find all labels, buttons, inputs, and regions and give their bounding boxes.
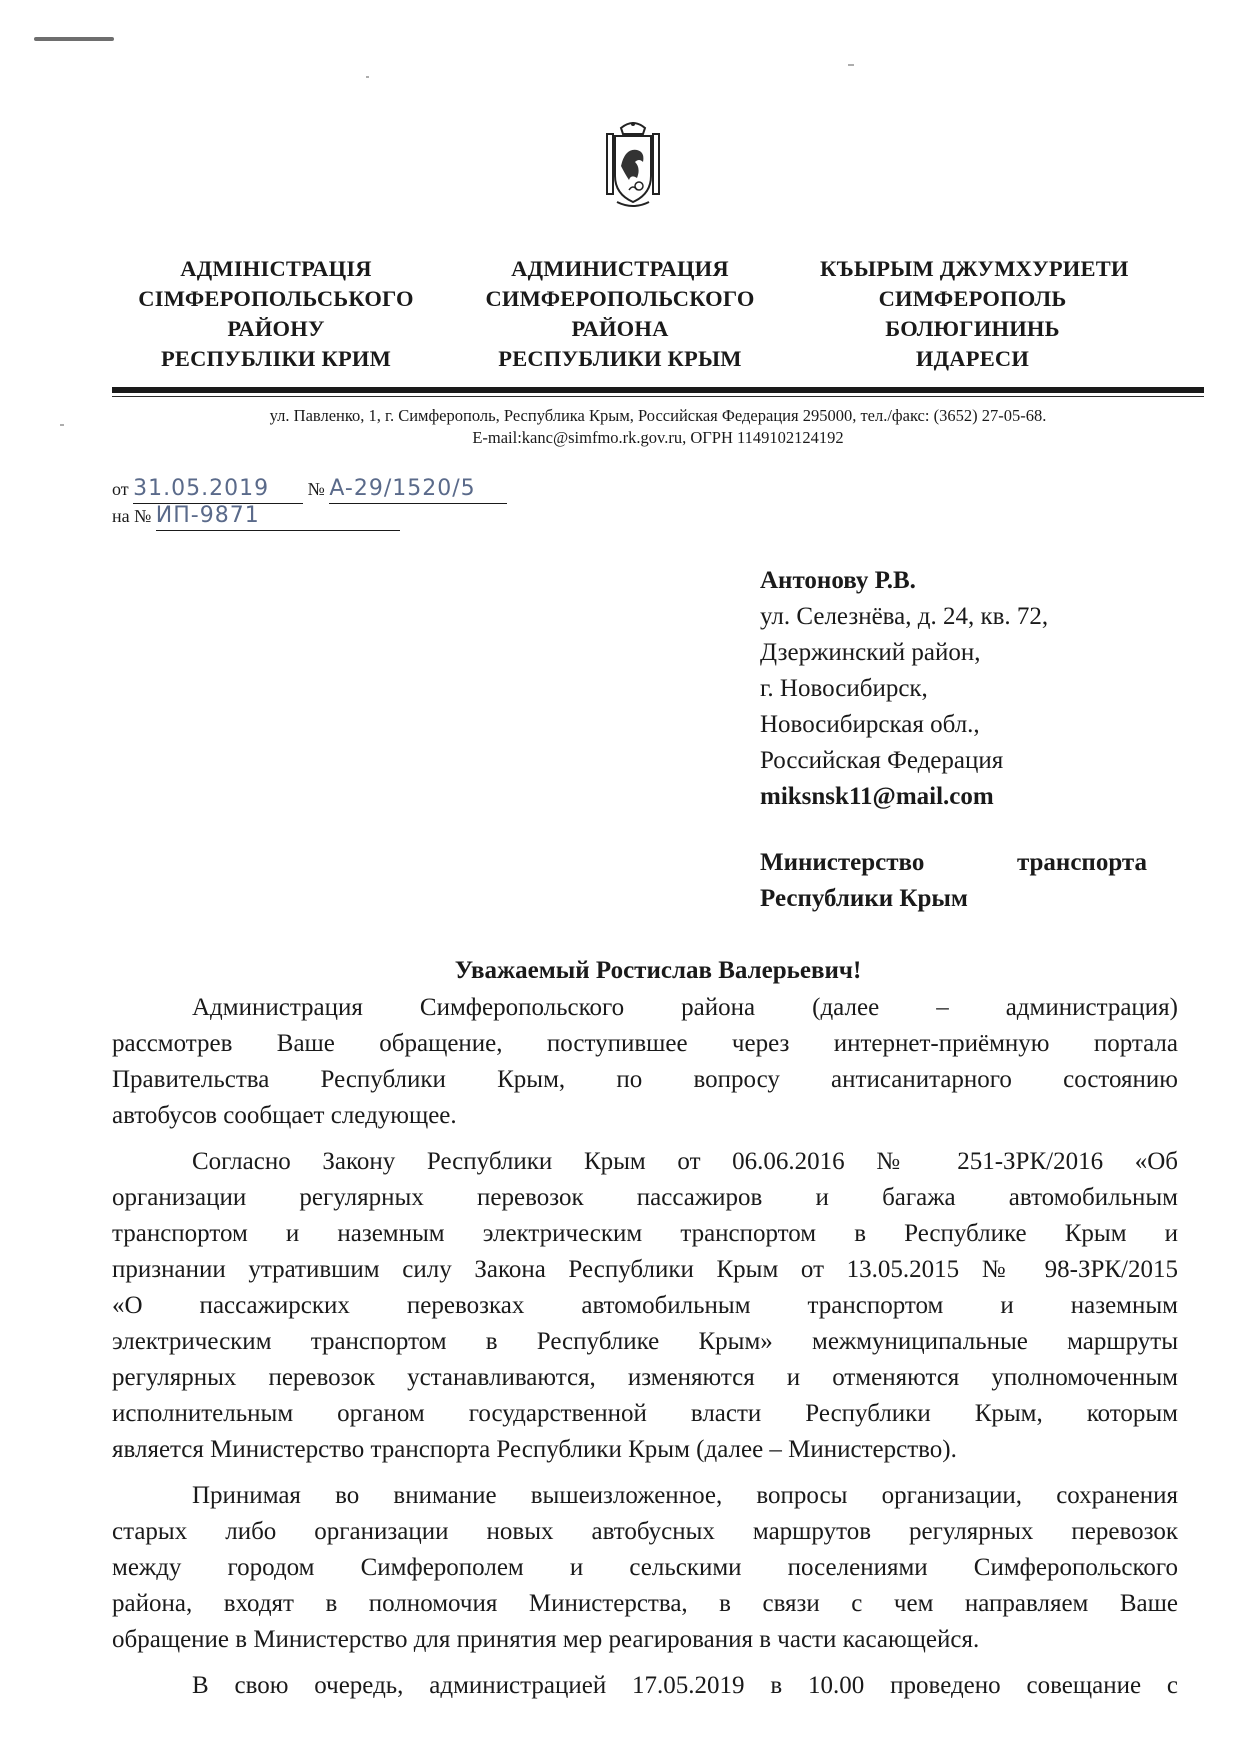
reply-field [156, 502, 400, 531]
addressee-line: ул. Селезнёва, д. 24, кв. 72, [760, 603, 1049, 630]
ministry-line: Республики Крым [760, 885, 968, 912]
ministry-word: Министерство [760, 849, 925, 876]
paragraph [112, 990, 1178, 1134]
header-line: РАЙОНУ [227, 316, 325, 341]
body-line: обращение в Министерство для принятия мер реагирования в части касающейся. [112, 1626, 980, 1653]
letter-body [112, 990, 1178, 1714]
paragraph [112, 1144, 1178, 1468]
body-line: Согласно Закону Республики Крым от 06.06.2016 № 251-ЗРК/2016 «Об [192, 1148, 1178, 1175]
reply-label: на № [112, 506, 152, 526]
addressee-line: г. Новосибирск, [760, 675, 928, 702]
addressee-line: Дзержинский район, [760, 639, 981, 666]
addressee-line: Новосибирская обл., [760, 711, 980, 738]
handwritten-number: A-29/1520/5 [329, 476, 476, 501]
contact-email: E-mail:kanc@simfmo.rk.gov.ru, ОГРН 1149102124192 [472, 428, 844, 447]
scan-artifact [366, 76, 369, 78]
header-line: БОЛЮГИНИНЬ [885, 316, 1060, 341]
body-line: рассмотрев Ваше обращение, поступившее через интернет-приёмную портала [112, 1030, 1178, 1057]
header-line: СИМФЕРОПОЛЬ [878, 286, 1067, 311]
body-line: является Министерство транспорта Республики Крым (далее – Министерство). [112, 1436, 957, 1463]
addressee-email: miksnsk11@mail.com [760, 783, 994, 810]
header-crimean-tatar [820, 254, 1129, 374]
header-line: СІМФЕРОПОЛЬСЬКОГО [138, 286, 414, 311]
handwritten-reply-number: ИП-9871 [155, 503, 260, 528]
body-line: Администрация Симферопольского района (далее – администрация) [192, 994, 1178, 1021]
header-line: ИДАРЕСИ [915, 346, 1030, 371]
paragraph [112, 1478, 1178, 1658]
header-line: РЕСПУБЛИКИ КРЫМ [498, 346, 742, 371]
from-label: от [112, 479, 129, 499]
addressee-block [760, 563, 1048, 815]
body-line: электрическим транспортом в Республике Крым» межмуниципальные маршруты [112, 1328, 1178, 1355]
outgoing-row [112, 475, 507, 502]
header-divider-thin [112, 396, 1204, 397]
coat-of-arms-emblem [603, 118, 663, 210]
header-line: КЪЫРЫМ ДЖУМХУРИЕТИ [820, 256, 1129, 281]
addressee-name: Антонову Р.В. [760, 567, 916, 594]
body-line: старых либо организации новых автобусных маршрутов регулярных перевозок [112, 1518, 1178, 1545]
body-line: между городом Симферополем и сельскими поселениями Симферопольского [112, 1554, 1178, 1581]
body-line: исполнительным органом государственной власти Республики Крым, которым [112, 1400, 1178, 1427]
body-line: транспортом и наземным электрическим транспортом в Республике Крым и [112, 1220, 1178, 1247]
header-line: РАЙОНА [571, 316, 669, 341]
body-line: организации регулярных перевозок пассажиров и багажа автомобильным [112, 1184, 1178, 1211]
body-line: В свою очередь, администрацией 17.05.2019 в 10.00 проведено совещание с [192, 1672, 1178, 1699]
contact-address: ул. Павленко, 1, г. Симферополь, Республика Крым, Российская Федерация 295000, тел./факс: (3652) 27-05-68. [269, 406, 1047, 425]
ministry-word: транспорта [1016, 849, 1147, 876]
header-line: РЕСПУБЛІКИ КРИМ [160, 346, 392, 371]
outgoing-number-block [112, 475, 507, 529]
scan-artifact [60, 424, 64, 426]
reply-row [112, 502, 507, 529]
body-line: автобусов сообщает следующее. [112, 1102, 457, 1129]
paragraph [112, 1668, 1178, 1704]
body-line: регулярных перевозок устанавливаются, изменяются и отменяются уполномоченным [112, 1364, 1178, 1391]
body-line: признании утратившим силу Закона Республики Крым от 13.05.2015 № 98-ЗРК/2015 [112, 1256, 1178, 1283]
salutation: Уважаемый Ростислав Валерьевич! [454, 957, 862, 984]
body-line: района, входят в полномочия Министерства, в связи с чем направляем Ваше [112, 1590, 1178, 1617]
scan-artifact [848, 64, 854, 66]
contact-info [112, 405, 1204, 449]
date-field [133, 475, 303, 504]
addressee-ministry [760, 845, 1147, 917]
header-line: АДМІНІСТРАЦІЯ [180, 256, 372, 281]
header-divider [112, 387, 1204, 393]
addressee-line: Российская Федерация [760, 747, 1004, 774]
number-label: № [307, 479, 325, 499]
body-line: «О пассажирских перевозках автомобильным транспортом и наземным [112, 1292, 1178, 1319]
body-line: Правительства Республики Крым, по вопросу антисанитарного состоянию [112, 1066, 1178, 1093]
header-russian [470, 254, 770, 374]
header-line: СИМФЕРОПОЛЬСКОГО [485, 286, 755, 311]
header-line: АДМИНИСТРАЦИЯ [511, 256, 729, 281]
number-field [329, 475, 507, 504]
header-ukrainian [116, 254, 436, 374]
body-line: Принимая во внимание вышеизложенное, вопросы организации, сохранения [192, 1482, 1178, 1509]
scan-artifact [34, 37, 114, 41]
handwritten-date: 31.05.2019 [133, 476, 270, 501]
